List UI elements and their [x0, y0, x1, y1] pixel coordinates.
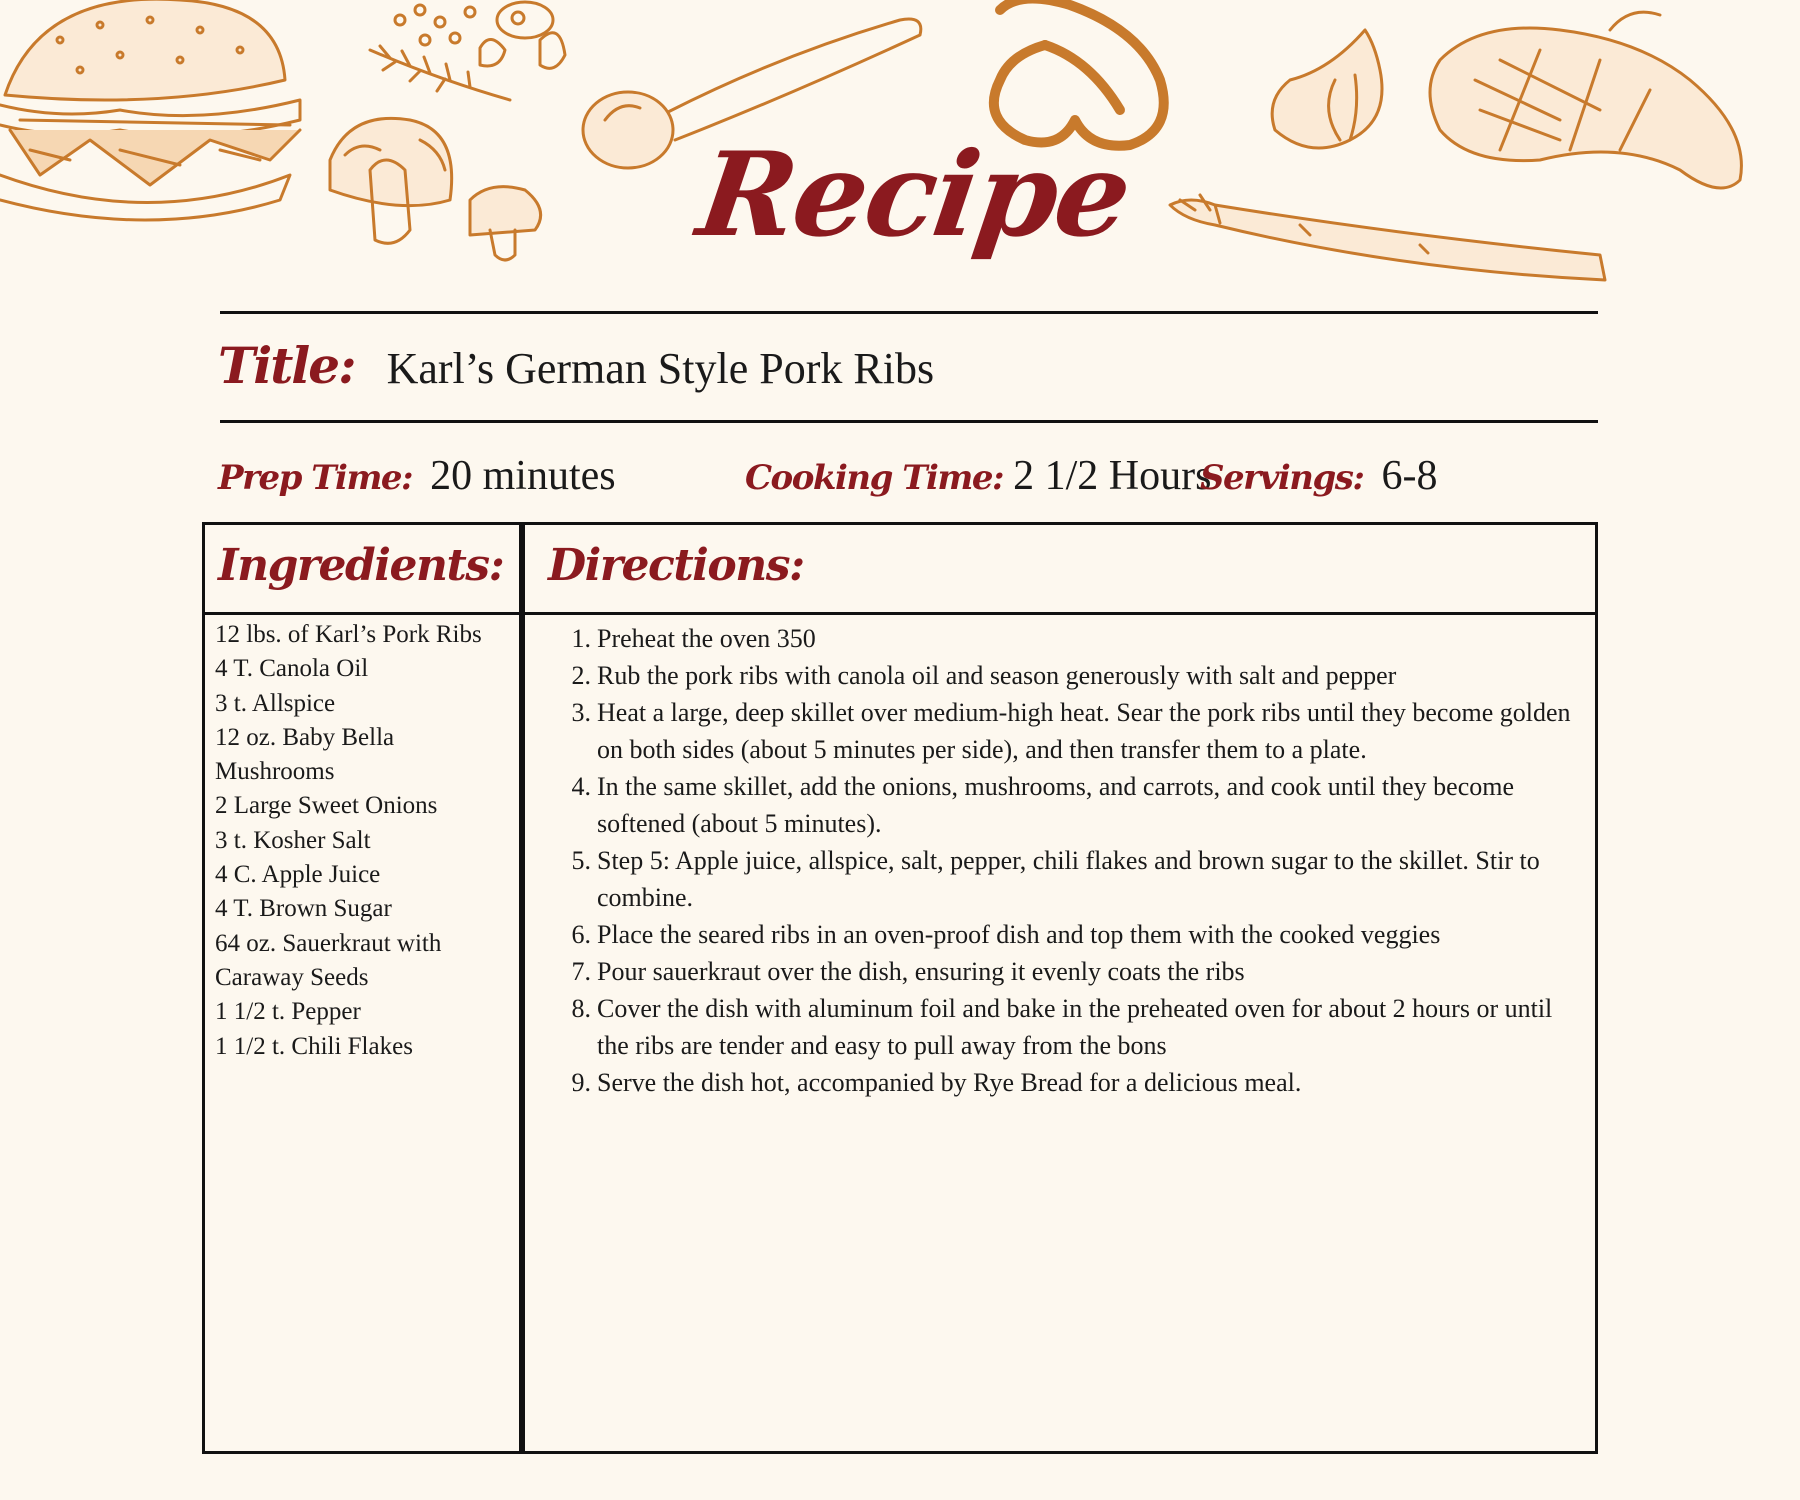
mushroom-icon [330, 118, 541, 260]
step-number: 2. [571, 661, 591, 690]
recipe-heading: Recipe [690, 127, 1138, 263]
servings-label: Servings: [1200, 458, 1364, 498]
ingredients-heading: Ingredients: [218, 540, 504, 591]
servings [1200, 452, 1437, 512]
direction-step [565, 1064, 1585, 1101]
direction-step [565, 990, 1585, 1064]
ingredient-item: 3 t. Allspice [215, 689, 336, 717]
step-text: Rub the pork ribs with canola oil and season generously with salt and pepper [597, 661, 1397, 690]
step-number: 5. [571, 846, 591, 875]
ingredient-item: 3 t. Kosher Salt [215, 826, 371, 854]
ingredient-item: 1 1/2 t. Chili Flakes [215, 1032, 413, 1060]
step-text: Heat a large, deep skillet over medium-high heat. Sear the pork ribs until they become golden on both sides (about 5 minutes per side), and then transfer them to a plate. [597, 698, 1571, 764]
step-text: Preheat the oven 350 [597, 624, 816, 653]
cooking-time [745, 452, 1211, 512]
divider-top [220, 311, 1598, 314]
directions-list [565, 620, 1585, 1101]
step-text: In the same skillet, add the onions, mushrooms, and carrots, and cook until they become softened (about 5 minutes). [597, 772, 1515, 838]
directions-heading: Directions: [548, 540, 804, 591]
prep-time-value: 20 minutes [430, 453, 616, 499]
recipe-title: Karl’s German Style Pork Ribs [386, 344, 935, 393]
ingredient-item: Mushrooms [215, 758, 335, 786]
ingredient-item: 4 T. Canola Oil [215, 655, 369, 683]
step-number: 3. [571, 698, 591, 727]
step-text: Cover the dish with aluminum foil and bake in the preheated oven for about 2 hours or until the ribs are tender and easy to pull away from the bons [597, 994, 1553, 1060]
step-number: 7. [571, 957, 591, 986]
step-text: Place the seared ribs in an oven-proof dish and top them with the cooked veggies [597, 920, 1441, 949]
step-number: 1. [571, 624, 591, 653]
direction-step [565, 657, 1585, 694]
direction-step [565, 694, 1585, 768]
ingredient-item: 64 oz. Sauerkraut with [215, 929, 442, 957]
ingredients-list [215, 618, 515, 1064]
ingredient-item: 2 Large Sweet Onions [215, 792, 438, 820]
step-text: Step 5: Apple juice, allspice, salt, pepper, chili flakes and brown sugar to the skillet. Stir to combine. [597, 846, 1540, 912]
step-number: 9. [571, 1068, 591, 1097]
asparagus-icon [1170, 195, 1605, 280]
ingredient-item: 12 oz. Baby Bella [215, 723, 395, 751]
direction-step [565, 768, 1585, 842]
herbs-icon [370, 2, 565, 100]
servings-value: 6-8 [1381, 453, 1438, 499]
step-text: Pour sauerkraut over the dish, ensuring it evenly coats the ribs [597, 957, 1245, 986]
cooking-time-label: Cooking Time: [745, 458, 1004, 498]
direction-step [565, 620, 1585, 657]
prep-time-label: Prep Time: [218, 458, 413, 498]
ingredient-item: 1 1/2 t. Pepper [215, 998, 361, 1026]
ingredient-item: 12 lbs. of Karl’s Pork Ribs [215, 621, 482, 648]
ingredient-item: Caraway Seeds [215, 963, 369, 991]
burger-icon [0, 0, 300, 220]
step-number: 4. [571, 772, 591, 801]
title-row [218, 336, 934, 406]
prep-time [218, 452, 616, 512]
garlic-icon [1272, 30, 1382, 148]
ingredient-item: 4 T. Brown Sugar [215, 895, 392, 923]
cooking-time-value: 2 1/2 Hours [1013, 453, 1212, 499]
step-number: 6. [571, 920, 591, 949]
ingredient-item: 4 C. Apple Juice [215, 861, 381, 889]
step-text: Serve the dish hot, accompanied by Rye Bread for a delicious meal. [597, 1068, 1302, 1097]
steak-icon [1430, 12, 1741, 188]
direction-step [565, 953, 1585, 990]
direction-step [565, 842, 1585, 916]
title-label: Title: [218, 336, 355, 395]
step-number: 8. [571, 994, 591, 1023]
direction-step [565, 916, 1585, 953]
divider-bottom [220, 420, 1598, 423]
